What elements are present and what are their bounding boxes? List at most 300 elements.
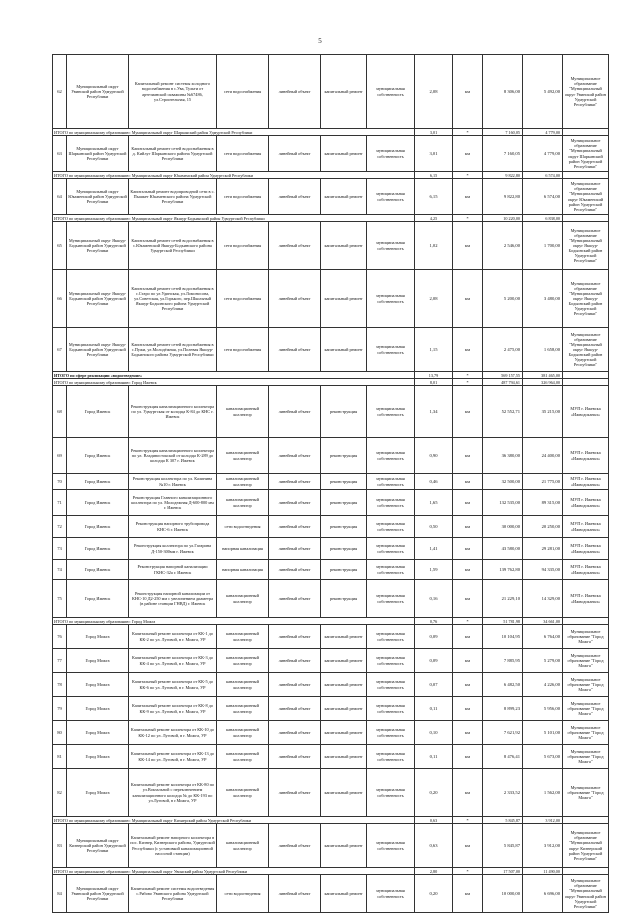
- funds-cell: 20 250,00: [523, 516, 563, 538]
- unit-cell: км: [453, 721, 483, 745]
- project-name-cell: Капитальный ремонт сетей водоснабжения в д. Кийлуг Шарканского района Удмуртской Республики: [129, 136, 217, 172]
- ownership-cell: муниципальная собственность: [367, 386, 415, 438]
- total-label: ИТОГО по муниципальному образованию: Город Можга: [53, 618, 415, 625]
- recipient-cell: Город Ижевск: [67, 438, 129, 474]
- owner-cell: МУП г. Ижевска «Ижводоканал»: [563, 490, 609, 516]
- cost-cell: 2 333,52: [483, 769, 523, 817]
- project-name-cell: Капитальный ремонт системы холодного водоснабжения в с.Ува, Тульти от артезианской скважины №67486, ул.Строительная, 15: [129, 55, 217, 129]
- owner-cell: Муниципальное образование "Муниципальный округ Увинский район Удмуртской Республики": [563, 875, 609, 913]
- funds-cell: 29 281,00: [523, 538, 563, 560]
- object-type-cell: линейный объект: [269, 649, 321, 673]
- object-type-cell: линейный объект: [269, 721, 321, 745]
- facility-kind-cell: сети водоснабжения: [217, 328, 269, 372]
- funds-cell: 4 226,00: [523, 673, 563, 697]
- work-type-cell: реконструкция: [321, 538, 367, 560]
- ownership-cell: муниципальная собственность: [367, 745, 415, 769]
- total-cost: 9 822,80: [483, 172, 523, 179]
- ownership-cell: муниципальная собственность: [367, 270, 415, 328]
- facility-kind-cell: сети водоснабжения: [217, 136, 269, 172]
- funds-cell: 5 101,00: [523, 721, 563, 745]
- object-type-cell: линейный объект: [269, 438, 321, 474]
- owner-cell: МУП г. Ижевска «Ижводоканал»: [563, 474, 609, 490]
- total-owner: [563, 129, 609, 136]
- ownership-cell: муниципальная собственность: [367, 538, 415, 560]
- facility-kind-cell: сети водоснабжения: [217, 222, 269, 270]
- page-number: 5: [318, 37, 322, 45]
- quantity-cell: 1,41: [415, 538, 453, 560]
- total-row: [53, 129, 609, 136]
- owner-cell: Муниципальное образование "Муниципальный округ Увинский район Удмуртской Республики": [563, 55, 609, 129]
- total-row: [53, 172, 609, 179]
- ownership-cell: муниципальная собственность: [367, 673, 415, 697]
- recipient-cell: Город Можга: [67, 745, 129, 769]
- item-row: [53, 673, 609, 697]
- ownership-cell: муниципальная собственность: [367, 474, 415, 490]
- funds-cell: 14 329,00: [523, 580, 563, 618]
- recipient-cell: Город Ижевск: [67, 560, 129, 580]
- cost-cell: 43 580,00: [483, 538, 523, 560]
- total-unit: *: [453, 868, 483, 875]
- quantity-cell: 2,08: [415, 55, 453, 129]
- facility-kind-cell: канализационный коллектор: [217, 580, 269, 618]
- funds-cell: 6 696,00: [523, 875, 563, 913]
- unit-cell: км: [453, 270, 483, 328]
- cost-cell: 139 762,80: [483, 560, 523, 580]
- ownership-cell: муниципальная собственность: [367, 824, 415, 868]
- total-cost: 10 220,00: [483, 215, 523, 222]
- object-type-cell: линейный объект: [269, 474, 321, 490]
- total-quantity: 4,25: [415, 215, 453, 222]
- row-number: 68: [53, 386, 67, 438]
- funds-cell: 5 492,00: [523, 55, 563, 129]
- row-number: 82: [53, 769, 67, 817]
- work-type-cell: капитальный ремонт: [321, 769, 367, 817]
- recipient-cell: Муниципальный округ Юкаменский район Удмуртской Республики: [67, 179, 129, 215]
- owner-cell: Муниципальное образование "Муниципальный округ Шарканский район Удмуртской Республики": [563, 136, 609, 172]
- unit-cell: км: [453, 824, 483, 868]
- cost-cell: 9 822,80: [483, 179, 523, 215]
- total-funds: 6 574,00: [523, 172, 563, 179]
- item-row: [53, 490, 609, 516]
- project-name-cell: Капитальный ремонт коллектора от КК-10 до КК-12 по ул. Луговой, в г. Можга, УР: [129, 721, 217, 745]
- total-quantity: 13,79: [415, 372, 453, 379]
- row-number: 83: [53, 824, 67, 868]
- funds-cell: 5 673,00: [523, 745, 563, 769]
- total-funds: 6 838,00: [523, 215, 563, 222]
- row-number: 79: [53, 697, 67, 721]
- unit-cell: км: [453, 580, 483, 618]
- total-cost: 5 845,87: [483, 817, 523, 824]
- row-number: 63: [53, 136, 67, 172]
- recipient-cell: Город Можга: [67, 649, 129, 673]
- funds-cell: 24 400,00: [523, 438, 563, 474]
- work-type-cell: реконструкция: [321, 580, 367, 618]
- recipient-cell: Муниципальный округ Увинский район Удмуртской Республики: [67, 875, 129, 913]
- cost-cell: 5 200,00: [483, 270, 523, 328]
- owner-cell: Муниципальное образование "Город Можга": [563, 745, 609, 769]
- row-number: 72: [53, 516, 67, 538]
- quantity-cell: 2,08: [415, 270, 453, 328]
- item-row: [53, 222, 609, 270]
- unit-cell: км: [453, 438, 483, 474]
- project-name-cell: Реконструкция коллектора по ул. Калинина №10 г. Ижевск: [129, 474, 217, 490]
- funds-cell: 1 562,00: [523, 769, 563, 817]
- facility-kind-cell: канализационный коллектор: [217, 673, 269, 697]
- total-unit: *: [453, 215, 483, 222]
- recipient-cell: Город Можга: [67, 697, 129, 721]
- item-row: [53, 560, 609, 580]
- total-funds: 326 964,00: [523, 379, 563, 386]
- facility-kind-cell: канализационный коллектор: [217, 438, 269, 474]
- unit-cell: км: [453, 328, 483, 372]
- owner-cell: Муниципальное образование "Муниципальный округ Якшур-Бодьинский район Удмуртской Республики": [563, 328, 609, 372]
- total-row: [53, 618, 609, 625]
- quantity-cell: 1,34: [415, 386, 453, 438]
- total-owner: [563, 215, 609, 222]
- unit-cell: км: [453, 649, 483, 673]
- cost-cell: 7 885,95: [483, 649, 523, 673]
- funds-cell: 5 956,00: [523, 697, 563, 721]
- total-funds: 4 779,00: [523, 129, 563, 136]
- total-label: ИТОГО по муниципальному образованию: Муниципальный округ Увинский район Удмуртской Республики: [53, 868, 415, 875]
- object-type-cell: линейный объект: [269, 490, 321, 516]
- row-number: 74: [53, 560, 67, 580]
- owner-cell: Муниципальное образование "Муниципальный округ Кизнерский район Удмуртской Республики": [563, 824, 609, 868]
- ownership-cell: муниципальная собственность: [367, 490, 415, 516]
- item-row: [53, 179, 609, 215]
- recipient-cell: Город Можга: [67, 625, 129, 649]
- unit-cell: км: [453, 560, 483, 580]
- quantity-cell: 0,46: [415, 474, 453, 490]
- owner-cell: МУП г. Ижевска «Ижводоканал»: [563, 560, 609, 580]
- total-cost: 7 160,05: [483, 129, 523, 136]
- recipient-cell: Город Ижевск: [67, 580, 129, 618]
- work-type-cell: реконструкция: [321, 516, 367, 538]
- total-funds: 3 912,00: [523, 817, 563, 824]
- recipient-cell: Муниципальный округ Якшур-Бодьинский район Удмуртской Республики: [67, 270, 129, 328]
- quantity-cell: 0,09: [415, 649, 453, 673]
- owner-cell: МУП г. Ижевска «Ижводоканал»: [563, 438, 609, 474]
- ownership-cell: муниципальная собственность: [367, 625, 415, 649]
- project-name-cell: Реконструкция напорной канализации от КНС-10 Д2-250 мм с увеличением диаметра (в районе станции ГНВД) г. Ижевск: [129, 580, 217, 618]
- row-number: 62: [53, 55, 67, 129]
- cost-cell: 30 000,00: [483, 516, 523, 538]
- unit-cell: км: [453, 136, 483, 172]
- unit-cell: км: [453, 516, 483, 538]
- work-type-cell: капитальный ремонт: [321, 745, 367, 769]
- total-cost: 51 781,98: [483, 618, 523, 625]
- total-row: [53, 868, 609, 875]
- total-row: [53, 379, 609, 386]
- total-unit: *: [453, 129, 483, 136]
- row-number: 78: [53, 673, 67, 697]
- ownership-cell: муниципальная собственность: [367, 649, 415, 673]
- owner-cell: Муниципальное образование "Муниципальный округ Юкаменский район Удмуртской Республики": [563, 179, 609, 215]
- ownership-cell: муниципальная собственность: [367, 179, 415, 215]
- recipient-cell: Муниципальный округ Кизнерский район Удмуртской Республики: [67, 824, 129, 868]
- item-row: [53, 516, 609, 538]
- facility-kind-cell: сети водоснабжения: [217, 179, 269, 215]
- quantity-cell: 0,16: [415, 580, 453, 618]
- ownership-cell: муниципальная собственность: [367, 222, 415, 270]
- recipient-cell: Город Можга: [67, 769, 129, 817]
- total-owner: [563, 817, 609, 824]
- total-unit: *: [453, 379, 483, 386]
- cost-cell: 10 000,00: [483, 875, 523, 913]
- row-number: 81: [53, 745, 67, 769]
- owner-cell: Муниципальное образование "Город Можга": [563, 769, 609, 817]
- work-type-cell: капитальный ремонт: [321, 328, 367, 372]
- row-number: 75: [53, 580, 67, 618]
- row-number: 73: [53, 538, 67, 560]
- project-name-cell: Капитальный ремонт сетей водоснабжения в с.Юкаменский Якшур-Бодьинского района Удмуртской Республики: [129, 222, 217, 270]
- row-number: 71: [53, 490, 67, 516]
- object-type-cell: линейный объект: [269, 824, 321, 868]
- quantity-cell: 0,11: [415, 697, 453, 721]
- unit-cell: км: [453, 474, 483, 490]
- work-type-cell: реконструкция: [321, 474, 367, 490]
- total-funds: 381 465,00: [523, 372, 563, 379]
- quantity-cell: 1,02: [415, 222, 453, 270]
- facility-kind-cell: канализационный коллектор: [217, 490, 269, 516]
- quantity-cell: 3,01: [415, 136, 453, 172]
- object-type-cell: линейный объект: [269, 580, 321, 618]
- object-type-cell: линейный объект: [269, 769, 321, 817]
- item-row: [53, 328, 609, 372]
- cost-cell: 5 845,87: [483, 824, 523, 868]
- total-owner: [563, 379, 609, 386]
- row-number: 67: [53, 328, 67, 372]
- ownership-cell: муниципальная собственность: [367, 875, 415, 913]
- owner-cell: Муниципальное образование "Муниципальный округ Якшур-Бодьинский район Удмуртской Республики": [563, 222, 609, 270]
- recipient-cell: Город Ижевск: [67, 386, 129, 438]
- item-row: [53, 438, 609, 474]
- unit-cell: км: [453, 222, 483, 270]
- project-name-cell: Капитальный ремонт коллектора от КК-5 до КК-6 по ул. Луговой, в г. Можга, УР: [129, 673, 217, 697]
- funds-cell: 6 574,00: [523, 179, 563, 215]
- quantity-cell: 6,15: [415, 179, 453, 215]
- work-type-cell: капитальный ремонт: [321, 824, 367, 868]
- ownership-cell: муниципальная собственность: [367, 438, 415, 474]
- work-type-cell: капитальный ремонт: [321, 136, 367, 172]
- cost-cell: 52 552,71: [483, 386, 523, 438]
- work-type-cell: капитальный ремонт: [321, 179, 367, 215]
- facility-kind-cell: канализационный коллектор: [217, 745, 269, 769]
- ownership-cell: муниципальная собственность: [367, 721, 415, 745]
- recipient-cell: Город Ижевск: [67, 474, 129, 490]
- object-type-cell: линейный объект: [269, 560, 321, 580]
- cost-cell: 6 482,50: [483, 673, 523, 697]
- ownership-cell: муниципальная собственность: [367, 769, 415, 817]
- cost-cell: 32 500,00: [483, 474, 523, 490]
- funds-cell: 89 315,00: [523, 490, 563, 516]
- object-type-cell: линейный объект: [269, 136, 321, 172]
- total-owner: [563, 372, 609, 379]
- recipient-cell: Муниципальный округ Увинский район Удмуртской Республики: [67, 55, 129, 129]
- unit-cell: км: [453, 673, 483, 697]
- work-type-cell: капитальный ремонт: [321, 875, 367, 913]
- project-name-cell: Капитальный ремонт коллектора от КК-80 по ул.Вокзальной с переключением канализационного колодца № до КК-193 по ул.Луговой, в г.Можга, УР: [129, 769, 217, 817]
- ownership-cell: муниципальная собственность: [367, 136, 415, 172]
- unit-cell: км: [453, 55, 483, 129]
- owner-cell: Муниципальное образование "Муниципальный округ Якшур-Бодьинский район Удмуртской Республики": [563, 270, 609, 328]
- facility-kind-cell: напорная канализация: [217, 538, 269, 560]
- unit-cell: км: [453, 697, 483, 721]
- item-row: [53, 538, 609, 560]
- item-row: [53, 625, 609, 649]
- row-number: 64: [53, 179, 67, 215]
- item-row: [53, 875, 609, 913]
- total-owner: [563, 172, 609, 179]
- unit-cell: км: [453, 769, 483, 817]
- facility-kind-cell: канализационный коллектор: [217, 386, 269, 438]
- total-row: [53, 372, 609, 379]
- cost-cell: 8 899,23: [483, 697, 523, 721]
- project-name-cell: Реконструкция коллектора по ул.Гагарина Д-150-300мм г. Ижевск: [129, 538, 217, 560]
- work-type-cell: реконструкция: [321, 386, 367, 438]
- total-unit: *: [453, 372, 483, 379]
- item-row: [53, 745, 609, 769]
- quantity-cell: 0,09: [415, 625, 453, 649]
- work-type-cell: капитальный ремонт: [321, 55, 367, 129]
- total-unit: *: [453, 618, 483, 625]
- quantity-cell: 0,11: [415, 745, 453, 769]
- facility-kind-cell: напорная канализация: [217, 560, 269, 580]
- facility-kind-cell: сети водоснабжения: [217, 55, 269, 129]
- cost-cell: 2 546,00: [483, 222, 523, 270]
- work-type-cell: реконструкция: [321, 490, 367, 516]
- total-unit: *: [453, 172, 483, 179]
- project-name-cell: Капитальный ремонт коллектора от КК-3 до КК-4 по ул. Луговой, в г. Можга, УР: [129, 649, 217, 673]
- work-type-cell: капитальный ремонт: [321, 625, 367, 649]
- cost-cell: 21 229,10: [483, 580, 523, 618]
- facility-kind-cell: канализационный коллектор: [217, 625, 269, 649]
- owner-cell: Муниципальное образование "Город Можга": [563, 625, 609, 649]
- item-row: [53, 474, 609, 490]
- total-label: ИТОГО по сфере реализации «водоотведение»: [53, 372, 415, 379]
- total-label: ИТОГО по муниципальному образованию: Муниципальный округ Кизнерский район Удмуртской Республики: [53, 817, 415, 824]
- total-label: ИТОГО по муниципальному образованию: Муниципальный округ Шарканский район Удмуртской Республики: [53, 129, 415, 136]
- ownership-cell: муниципальная собственность: [367, 516, 415, 538]
- total-quantity: 3,01: [415, 129, 453, 136]
- owner-cell: МУП г. Ижевска «Ижводоканал»: [563, 386, 609, 438]
- row-number: 69: [53, 438, 67, 474]
- project-name-cell: Капитальный ремонт системы водоотведения с.Рябово Увинского района Удмуртской Республики: [129, 875, 217, 913]
- row-number: 77: [53, 649, 67, 673]
- program-table: [52, 54, 609, 913]
- facility-kind-cell: канализационный коллектор: [217, 721, 269, 745]
- row-number: 65: [53, 222, 67, 270]
- total-quantity: 0,76: [415, 618, 453, 625]
- funds-cell: 4 779,00: [523, 136, 563, 172]
- total-quantity: 6,15: [415, 172, 453, 179]
- quantity-cell: 0,20: [415, 875, 453, 913]
- recipient-cell: Муниципальный округ Якшур-Бодьинский район Удмуртской Республики: [67, 328, 129, 372]
- total-quantity: 2,80: [415, 868, 453, 875]
- unit-cell: км: [453, 538, 483, 560]
- project-name-cell: Реконструкция канализационного коллектора по ул. Удмуртская от колодца К-84 до КНС г. Ижевск: [129, 386, 217, 438]
- ownership-cell: муниципальная собственность: [367, 580, 415, 618]
- funds-cell: 1 658,00: [523, 328, 563, 372]
- quantity-cell: 0,07: [415, 673, 453, 697]
- table-body: [53, 55, 609, 913]
- project-name-cell: Реконструкция напорной канализации ГКНС-32а г. Ижевск: [129, 560, 217, 580]
- object-type-cell: линейный объект: [269, 328, 321, 372]
- quantity-cell: 1,65: [415, 490, 453, 516]
- row-number: 66: [53, 270, 67, 328]
- item-row: [53, 270, 609, 328]
- unit-cell: км: [453, 386, 483, 438]
- cost-cell: 7 621,92: [483, 721, 523, 745]
- quantity-cell: 0,20: [415, 769, 453, 817]
- recipient-cell: Город Можга: [67, 721, 129, 745]
- project-name-cell: Капитальный ремонт водопроводной сети в с. Пышкет Юкаменского района Удмуртской Республики: [129, 179, 217, 215]
- ownership-cell: муниципальная собственность: [367, 697, 415, 721]
- object-type-cell: линейный объект: [269, 270, 321, 328]
- cost-cell: 8 476,41: [483, 745, 523, 769]
- project-name-cell: Капитальный ремонт напорного коллектора в пос. Кизнер, Кизнерского района, Удмуртской Республики (с установкой канализационной насосной станции): [129, 824, 217, 868]
- owner-cell: Муниципальное образование "Город Можга": [563, 649, 609, 673]
- object-type-cell: линейный объект: [269, 516, 321, 538]
- cost-cell: 2 475,00: [483, 328, 523, 372]
- total-funds: 11 490,00: [523, 868, 563, 875]
- owner-cell: МУП г. Ижевска «Ижводоканал»: [563, 516, 609, 538]
- work-type-cell: капитальный ремонт: [321, 697, 367, 721]
- project-name-cell: Капитальный ремонт сетей водоснабжения в с.Старо по ул.Удинская, ул.Ломоносова, ул.Советская, ул.Горького, пер.Школьный Якшур-Бодьинского района Удмуртской Республики: [129, 270, 217, 328]
- work-type-cell: капитальный ремонт: [321, 673, 367, 697]
- project-name-cell: Капитальный ремонт коллектора от КК-8 до КК-9 по ул. Луговой, в г. Можга, УР: [129, 697, 217, 721]
- quantity-cell: 0,90: [415, 438, 453, 474]
- object-type-cell: линейный объект: [269, 625, 321, 649]
- facility-kind-cell: канализационный коллектор: [217, 649, 269, 673]
- funds-cell: 3 480,00: [523, 270, 563, 328]
- object-type-cell: линейный объект: [269, 538, 321, 560]
- project-name-cell: Реконструкция Главного канализационного коллектора по ул. Молодежная Д-600-800 мм г. Ижевск: [129, 490, 217, 516]
- funds-cell: 21 775,00: [523, 474, 563, 490]
- work-type-cell: капитальный ремонт: [321, 222, 367, 270]
- recipient-cell: Муниципальный округ Якшур-Бодьинский район Удмуртской Республики: [67, 222, 129, 270]
- object-type-cell: линейный объект: [269, 55, 321, 129]
- funds-cell: 94 335,00: [523, 560, 563, 580]
- row-number: 84: [53, 875, 67, 913]
- cost-cell: 132 535,00: [483, 490, 523, 516]
- unit-cell: км: [453, 490, 483, 516]
- facility-kind-cell: канализационный коллектор: [217, 769, 269, 817]
- recipient-cell: Город Можга: [67, 673, 129, 697]
- funds-cell: 3 912,00: [523, 824, 563, 868]
- owner-cell: Муниципальное образование "Город Можга": [563, 673, 609, 697]
- item-row: [53, 721, 609, 745]
- total-label: ИТОГО по муниципальному образованию: Муниципальный округ Юкаменский район Удмуртской Республики: [53, 172, 415, 179]
- owner-cell: МУП г. Ижевска «Ижводоканал»: [563, 580, 609, 618]
- facility-kind-cell: канализационный коллектор: [217, 697, 269, 721]
- total-cost: 569 157,55: [483, 372, 523, 379]
- ownership-cell: муниципальная собственность: [367, 55, 415, 129]
- work-type-cell: капитальный ремонт: [321, 649, 367, 673]
- item-row: [53, 697, 609, 721]
- total-owner: [563, 618, 609, 625]
- facility-kind-cell: канализационный коллектор: [217, 474, 269, 490]
- quantity-cell: 0,50: [415, 516, 453, 538]
- recipient-cell: Город Ижевск: [67, 490, 129, 516]
- total-row: [53, 817, 609, 824]
- project-name-cell: Реконструкция канализационного коллектора по ул. Владивостокской от колодца К-289 до колодца К 307 г. Ижевск: [129, 438, 217, 474]
- unit-cell: км: [453, 745, 483, 769]
- facility-kind-cell: сети водоотведения: [217, 516, 269, 538]
- work-type-cell: капитальный ремонт: [321, 721, 367, 745]
- recipient-cell: Город Ижевск: [67, 516, 129, 538]
- row-number: 80: [53, 721, 67, 745]
